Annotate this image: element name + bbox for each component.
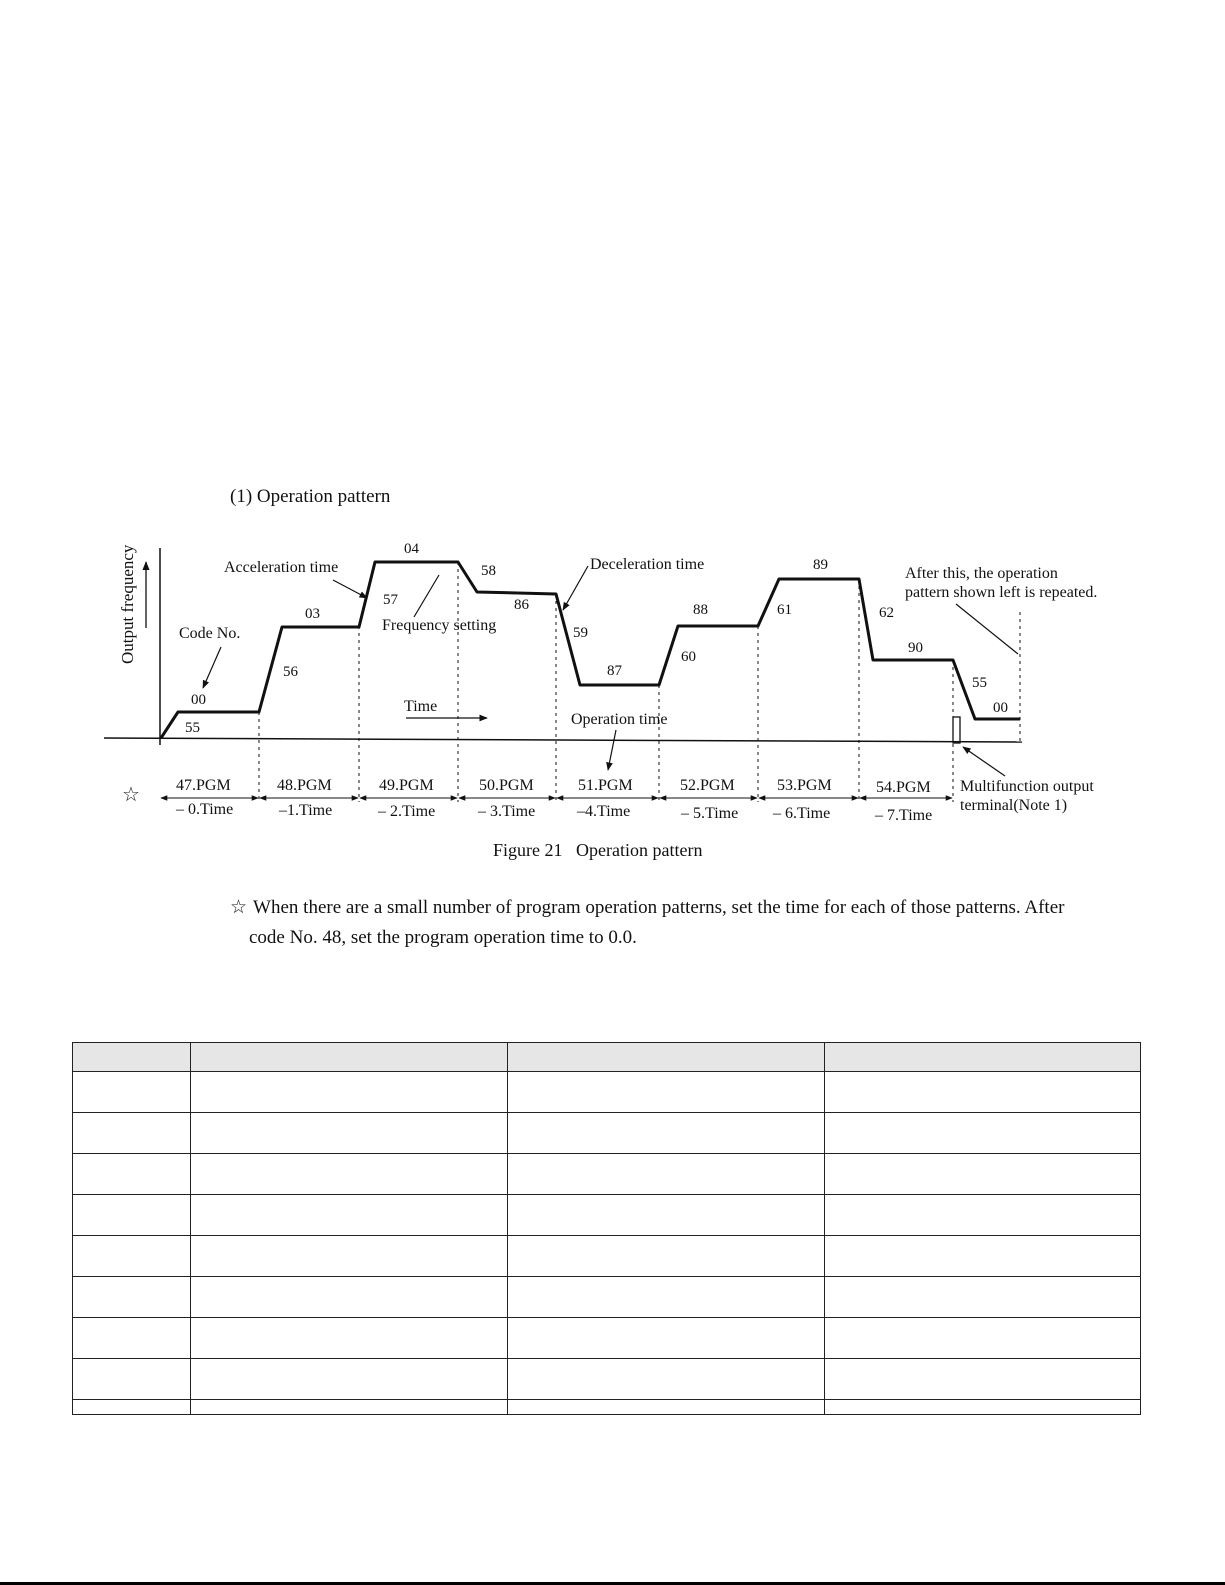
step-time-7: – 7.Time [875, 807, 933, 824]
code-86: 86 [514, 597, 529, 613]
step-pgm-48: 48.PGM [277, 777, 332, 794]
step-time-0: – 0.Time [176, 801, 234, 818]
code-03: 03 [305, 606, 320, 622]
multifunction-label-line1: Multifunction output [960, 778, 1094, 795]
operation-time-pointer [608, 730, 616, 770]
code-00-start: 00 [191, 692, 206, 708]
code-88: 88 [693, 602, 708, 618]
table-row [73, 1277, 1141, 1318]
frequency-setting-label: Frequency setting [382, 617, 497, 634]
note-line-2: code No. 48, set the program operation time to 0.0. [249, 927, 637, 948]
step-time-2: – 2.Time [378, 803, 436, 820]
step-time-4: –4.Time [577, 803, 631, 820]
time-axis-line [104, 738, 1022, 742]
time-label: Time [404, 698, 438, 715]
step-pgm-54: 54.PGM [876, 779, 931, 796]
code-57: 57 [383, 592, 398, 608]
table-row [73, 1154, 1141, 1195]
step-pgm-50: 50.PGM [479, 777, 534, 794]
after-this-label-line2: pattern shown left is repeated. [905, 584, 1098, 601]
code-no-label: Code No. [179, 625, 241, 642]
step-time-1: –1.Time [279, 802, 333, 819]
code-00-end: 00 [993, 700, 1008, 716]
step-time-6: – 6.Time [773, 805, 831, 822]
step-pgm-51: 51.PGM [578, 777, 633, 794]
code-61: 61 [777, 602, 792, 618]
table-row [73, 1400, 1141, 1415]
code-no-pointer [203, 647, 221, 688]
section-heading: (1) Operation pattern [230, 486, 391, 507]
code-90: 90 [908, 640, 923, 656]
step-pgm-49: 49.PGM [379, 777, 434, 794]
table-row [73, 1318, 1141, 1359]
figure-caption: Figure 21 Operation pattern [493, 840, 703, 860]
code-59: 59 [573, 625, 588, 641]
step-pgm-53: 53.PGM [777, 777, 832, 794]
multifunction-output-pulse [953, 717, 960, 743]
blank-table [72, 1042, 1141, 1415]
table-row [73, 1236, 1141, 1277]
code-04: 04 [404, 541, 419, 557]
code-62: 62 [879, 605, 894, 621]
program-time-note [230, 893, 1130, 953]
step-pgm-47: 47.PGM [176, 777, 231, 794]
acceleration-pointer [333, 580, 367, 598]
code-60: 60 [681, 649, 696, 665]
deceleration-pointer [563, 566, 588, 610]
table-row [73, 1359, 1141, 1400]
note-line-1: When there are a small number of program operation patterns, set the time for each of those patterns. After [253, 897, 1065, 918]
frequency-setting-pointer [414, 575, 439, 617]
table-row [73, 1072, 1141, 1113]
code-55-end: 55 [972, 675, 987, 691]
code-55-start: 55 [185, 720, 200, 736]
step-time-3: – 3.Time [478, 803, 536, 820]
code-58: 58 [481, 563, 496, 579]
code-89: 89 [813, 557, 828, 573]
repeat-pointer [956, 604, 1018, 654]
step-pgm-52: 52.PGM [680, 777, 735, 794]
acceleration-time-label: Acceleration time [224, 559, 339, 576]
table-header-row [73, 1043, 1141, 1072]
code-87: 87 [607, 663, 622, 679]
table-row [73, 1113, 1141, 1154]
multifunction-pointer [963, 747, 1005, 776]
note-star-marker: ☆ [230, 897, 248, 918]
after-this-label-line1: After this, the operation [905, 565, 1058, 582]
star-marker: ☆ [122, 784, 140, 806]
y-axis-label: Output frequency [118, 544, 137, 664]
table-row [73, 1195, 1141, 1236]
deceleration-time-label: Deceleration time [590, 556, 705, 573]
operation-time-label: Operation time [571, 711, 668, 728]
code-56: 56 [283, 664, 298, 680]
multifunction-label-line2: terminal(Note 1) [960, 797, 1068, 814]
step-time-5: – 5.Time [681, 805, 739, 822]
